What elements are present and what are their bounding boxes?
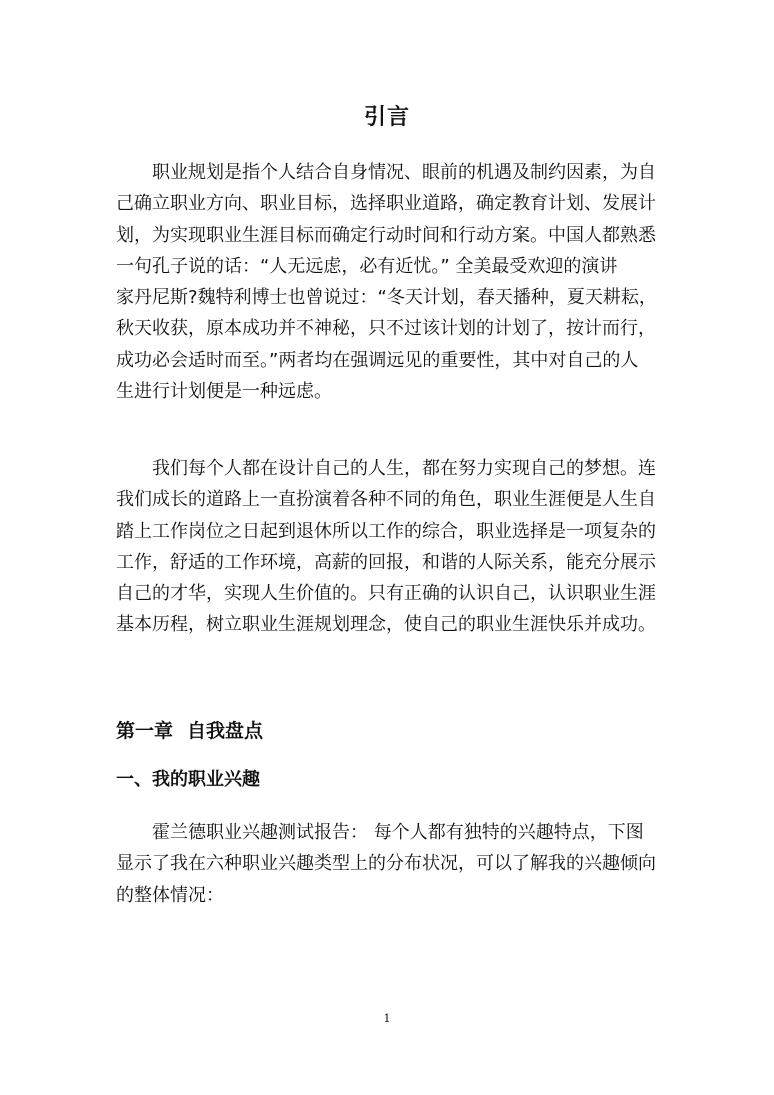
text-line: 基本历程，树立职业生涯规划理念，使自己的职业生涯快乐并成功。 [116,614,656,636]
text-line: 家丹尼斯?魏特利博士也曾说过：“冬天计划，春天播种，夏天耕耘， [116,287,657,309]
intro-paragraph-2 [116,453,660,641]
text-line: 的整体情况： [116,884,224,906]
text-line: 踏上工作岗位之日起到退休所以工作的综合，职业选择是一项复杂的 [116,520,656,542]
chapter-name: 自我盘点 [187,720,264,742]
text-line: 工作，舒适的工作环境，高薪的回报，和谐的人际关系，能充分展示 [116,551,656,573]
text-line: 成功必会适时而至。”两者均在强调远见的重要性，其中对自己的人 [116,349,639,371]
text-line: 秋天收获，原本成功并不神秘，只不过该计划的计划了，按计而行， [116,318,656,340]
section-paragraph [116,817,660,911]
chapter-heading [116,716,263,746]
text-line: 划，为实现职业生涯目标而确定行动时间和行动方案。中国人都熟悉 [116,224,656,246]
page-number: 1 [383,1012,391,1025]
chapter-number: 第一章 [116,720,174,742]
section-heading: 一、我的职业兴趣 [116,769,260,790]
text-line: 霍兰德职业兴趣测试报告： 每个人都有独特的兴趣特点，下图 [152,822,644,843]
text-line: 生进行计划便是一种远虑。 [116,381,332,403]
page-title: 引言 [363,105,410,130]
text-line: 一句孔子说的话：“人无远虑，必有近忧。” 全美最受欢迎的演讲 [116,255,618,277]
text-line: 己确立职业方向、职业目标，选择职业道路，确定教育计划、发展计 [116,193,656,215]
text-line: 我们成长的道路上一直扮演着各种不同的角色，职业生涯便是人生自 [116,489,656,511]
text-line: 自己的才华，实现人生价值的。只有正确的认识自己，认识职业生涯 [116,583,656,605]
text-line: 我们每个人都在设计自己的人生，都在努力实现自己的梦想。连 [152,458,656,479]
text-line: 显示了我在六种职业兴趣类型上的分布状况，可以了解我的兴趣倾向 [116,853,656,875]
text-line: 职业规划是指个人结合自身情况、眼前的机遇及制约因素，为自 [152,162,656,183]
intro-paragraph-1 [116,157,660,407]
